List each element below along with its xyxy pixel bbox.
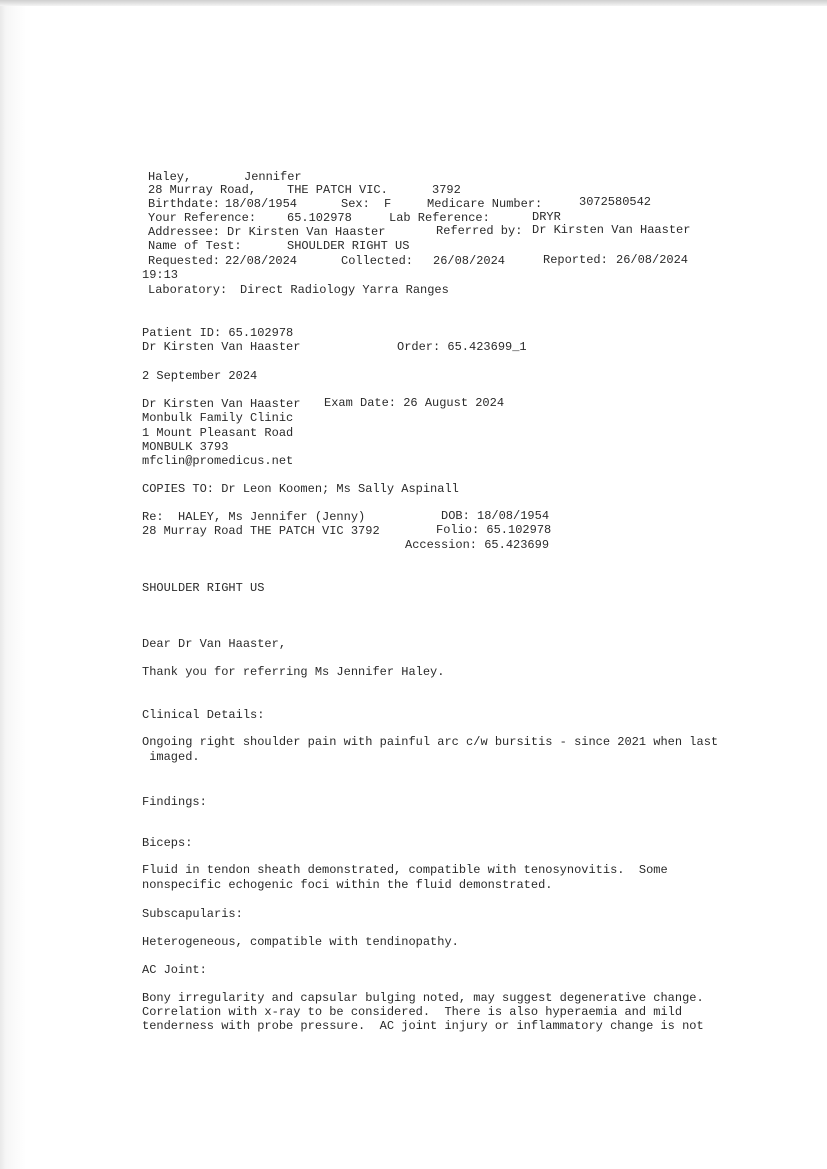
ac-joint-line-3: tenderness with probe pressure. AC joint injury or inflammatory change is not xyxy=(142,1019,704,1033)
copies-to: COPIES TO: Dr Leon Koomen; Ms Sally Aspinall xyxy=(142,482,459,496)
reported-value: 26/08/2024 xyxy=(616,253,689,267)
order-number: Order: 65.423699_1 xyxy=(397,340,527,354)
reported-label: Reported: xyxy=(543,253,608,267)
requested-value: 22/08/2024 xyxy=(225,254,298,268)
re-folio: Folio: 65.102978 xyxy=(436,523,552,537)
birthdate-value: 18/08/1954 xyxy=(225,197,298,211)
laboratory-label: Laboratory: xyxy=(148,283,228,297)
findings-heading: Findings: xyxy=(142,795,207,809)
reported-time: 19:13 xyxy=(142,268,179,282)
patient-suburb: THE PATCH VIC. xyxy=(287,183,388,197)
medicare-label: Medicare Number: xyxy=(427,197,543,211)
re-patient-address: 28 Murray Road THE PATCH VIC 3792 xyxy=(142,524,380,538)
re-dob: DOB: 18/08/1954 xyxy=(441,509,550,523)
biceps-line-2: nonspecific echogenic foci within the fluid demonstrated. xyxy=(142,878,553,892)
recipient-email: mfclin@promedicus.net xyxy=(142,454,294,468)
sex-label: Sex: xyxy=(341,197,370,211)
patient-surname: Haley, xyxy=(148,170,192,184)
lab-reference-label: Lab Reference: xyxy=(389,211,490,225)
referred-by-label: Referred by: xyxy=(436,224,523,238)
ac-joint-heading: AC Joint: xyxy=(142,963,207,977)
biceps-heading: Biceps: xyxy=(142,836,193,850)
test-name-label: Name of Test: xyxy=(148,239,242,253)
ac-joint-line-2: Correlation with x-ray to be considered. There is also hyperaemia and mild xyxy=(142,1005,683,1019)
subscapularis-text: Heterogeneous, compatible with tendinopathy. xyxy=(142,935,459,949)
scan-top-edge xyxy=(0,0,827,6)
biceps-line-1: Fluid in tendon sheath demonstrated, compatible with tenosynovitis. Some xyxy=(142,863,668,877)
addressee-label: Addressee: xyxy=(148,225,221,239)
patient-postcode: 3792 xyxy=(432,183,461,197)
salutation: Dear Dr Van Haaster, xyxy=(142,637,287,651)
referred-by-value: Dr Kirsten Van Haaster xyxy=(532,223,691,237)
re-patient-name: Re: HALEY, Ms Jennifer (Jenny) xyxy=(142,510,366,524)
medicare-number: 3072580542 xyxy=(579,195,652,209)
collected-value: 26/08/2024 xyxy=(433,254,506,268)
clinical-details-line-1: Ongoing right shoulder pain with painful arc c/w bursitis - since 2021 when last xyxy=(142,735,719,749)
patient-doctor: Dr Kirsten Van Haaster xyxy=(142,340,301,354)
recipient-clinic: Monbulk Family Clinic xyxy=(142,411,294,425)
clinical-details-line-2: imaged. xyxy=(142,750,200,764)
your-reference-value: 65.102978 xyxy=(287,211,352,225)
exam-title: SHOULDER RIGHT US xyxy=(142,581,265,595)
patient-street: 28 Murray Road, xyxy=(148,183,257,197)
thanks-line: Thank you for referring Ms Jennifer Haley. xyxy=(142,665,445,679)
addressee-value: Dr Kirsten Van Haaster xyxy=(227,225,386,239)
exam-date: Exam Date: 26 August 2024 xyxy=(324,396,505,410)
recipient-doctor: Dr Kirsten Van Haaster xyxy=(142,397,301,411)
birthdate-label: Birthdate: xyxy=(148,197,221,211)
ac-joint-line-1: Bony irregularity and capsular bulging noted, may suggest degenerative change. xyxy=(142,991,704,1005)
laboratory-value: Direct Radiology Yarra Ranges xyxy=(240,283,449,297)
requested-label: Requested: xyxy=(148,254,221,268)
subscapularis-heading: Subscapularis: xyxy=(142,907,243,921)
your-reference-label: Your Reference: xyxy=(148,211,257,225)
collected-label: Collected: xyxy=(341,254,414,268)
patient-given-name: Jennifer xyxy=(244,170,302,184)
letter-date: 2 September 2024 xyxy=(142,369,258,383)
test-name-value: SHOULDER RIGHT US xyxy=(287,239,410,253)
recipient-street: 1 Mount Pleasant Road xyxy=(142,426,294,440)
sex-value: F xyxy=(384,197,392,211)
re-accession: Accession: 65.423699 xyxy=(405,538,550,552)
lab-reference-value: DRYR xyxy=(532,210,561,224)
clinical-details-heading: Clinical Details: xyxy=(142,708,265,722)
recipient-town: MONBULK 3793 xyxy=(142,440,229,454)
patient-id: Patient ID: 65.102978 xyxy=(142,326,294,340)
